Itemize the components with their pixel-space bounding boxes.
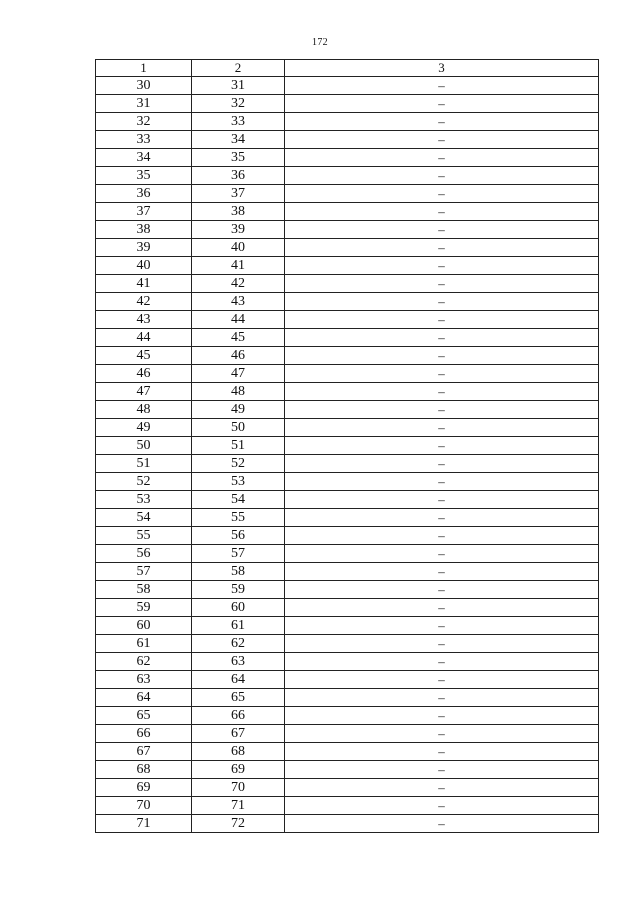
table-cell-col-3: – xyxy=(285,257,599,275)
table-cell-col-2: 49 xyxy=(192,401,285,419)
table-cell-col-2: 56 xyxy=(192,527,285,545)
table-cell-col-1: 47 xyxy=(96,383,192,401)
table-cell-col-2: 63 xyxy=(192,653,285,671)
table-cell-col-2: 45 xyxy=(192,329,285,347)
table-cell-col-1: 35 xyxy=(96,167,192,185)
table-cell-col-3: – xyxy=(285,653,599,671)
table-cell-col-3: – xyxy=(285,815,599,833)
table-row xyxy=(96,797,599,815)
table-cell-col-3: – xyxy=(285,563,599,581)
page-number: 172 xyxy=(312,37,328,48)
table-cell-col-1: 48 xyxy=(96,401,192,419)
table-row xyxy=(96,113,599,131)
table-cell-col-1: 63 xyxy=(96,671,192,689)
table-cell-col-3: – xyxy=(285,797,599,815)
table-cell-col-2: 59 xyxy=(192,581,285,599)
table-cell-col-3: – xyxy=(285,293,599,311)
table-row xyxy=(96,779,599,797)
table-cell-col-2: 65 xyxy=(192,689,285,707)
table-cell-col-1: 56 xyxy=(96,545,192,563)
table-cell-col-3: – xyxy=(285,419,599,437)
table-row xyxy=(96,149,599,167)
table-cell-col-2: 46 xyxy=(192,347,285,365)
table-cell-col-3: – xyxy=(285,635,599,653)
table-cell-col-1: 30 xyxy=(96,77,192,95)
table-cell-col-2: 66 xyxy=(192,707,285,725)
table-cell-col-3: – xyxy=(285,113,599,131)
table-row xyxy=(96,635,599,653)
table-cell-col-3: – xyxy=(285,527,599,545)
table-cell-col-2: 48 xyxy=(192,383,285,401)
table-cell-col-1: 52 xyxy=(96,473,192,491)
table-row xyxy=(96,815,599,833)
table-cell-col-3: – xyxy=(285,131,599,149)
table-row xyxy=(96,473,599,491)
table-cell-col-2: 69 xyxy=(192,761,285,779)
table-row xyxy=(96,347,599,365)
table-cell-col-2: 36 xyxy=(192,167,285,185)
table-row xyxy=(96,761,599,779)
table-cell-col-3: – xyxy=(285,581,599,599)
table-cell-col-1: 36 xyxy=(96,185,192,203)
table-row xyxy=(96,365,599,383)
table-cell-col-1: 69 xyxy=(96,779,192,797)
table-cell-col-1: 33 xyxy=(96,131,192,149)
table-row xyxy=(96,509,599,527)
table-cell-col-2: 57 xyxy=(192,545,285,563)
table-cell-col-2: 52 xyxy=(192,455,285,473)
table-cell-col-3: – xyxy=(285,743,599,761)
table-cell-col-1: 49 xyxy=(96,419,192,437)
table-cell-col-3: – xyxy=(285,95,599,113)
table-cell-col-1: 53 xyxy=(96,491,192,509)
table-row xyxy=(96,401,599,419)
table-cell-col-1: 60 xyxy=(96,617,192,635)
table-row xyxy=(96,239,599,257)
table-row xyxy=(96,743,599,761)
table-cell-col-1: 38 xyxy=(96,221,192,239)
table-cell-col-2: 70 xyxy=(192,779,285,797)
table-cell-col-2: 62 xyxy=(192,635,285,653)
table-row xyxy=(96,203,599,221)
table-row xyxy=(96,563,599,581)
table-cell-col-2: 58 xyxy=(192,563,285,581)
column-header-1: 1 xyxy=(96,60,192,77)
table-row xyxy=(96,293,599,311)
table-cell-col-2: 41 xyxy=(192,257,285,275)
table-body xyxy=(96,77,599,833)
table-cell-col-2: 51 xyxy=(192,437,285,455)
table-cell-col-3: – xyxy=(285,725,599,743)
table-cell-col-2: 38 xyxy=(192,203,285,221)
table-cell-col-3: – xyxy=(285,545,599,563)
table-cell-col-2: 42 xyxy=(192,275,285,293)
table-cell-col-1: 51 xyxy=(96,455,192,473)
table-cell-col-3: – xyxy=(285,779,599,797)
table-row xyxy=(96,491,599,509)
table-cell-col-2: 35 xyxy=(192,149,285,167)
table-cell-col-2: 50 xyxy=(192,419,285,437)
table-cell-col-3: – xyxy=(285,275,599,293)
table-cell-col-3: – xyxy=(285,347,599,365)
column-header-2: 2 xyxy=(192,60,285,77)
table-cell-col-3: – xyxy=(285,185,599,203)
table-row xyxy=(96,131,599,149)
table-cell-col-3: – xyxy=(285,383,599,401)
table-cell-col-3: – xyxy=(285,455,599,473)
table-row xyxy=(96,671,599,689)
table-row xyxy=(96,581,599,599)
table-row xyxy=(96,725,599,743)
table-row xyxy=(96,275,599,293)
table-cell-col-2: 71 xyxy=(192,797,285,815)
table-cell-col-2: 47 xyxy=(192,365,285,383)
table-cell-col-1: 58 xyxy=(96,581,192,599)
table-cell-col-3: – xyxy=(285,203,599,221)
table-cell-col-1: 61 xyxy=(96,635,192,653)
table-row xyxy=(96,77,599,95)
table-cell-col-1: 64 xyxy=(96,689,192,707)
table-cell-col-1: 66 xyxy=(96,725,192,743)
table-cell-col-3: – xyxy=(285,239,599,257)
table-row xyxy=(96,527,599,545)
table-row xyxy=(96,185,599,203)
table-cell-col-2: 60 xyxy=(192,599,285,617)
table-cell-col-3: – xyxy=(285,221,599,239)
table-row xyxy=(96,383,599,401)
table-cell-col-1: 46 xyxy=(96,365,192,383)
table-row xyxy=(96,437,599,455)
data-table xyxy=(95,59,599,833)
table-cell-col-1: 67 xyxy=(96,743,192,761)
table-cell-col-1: 31 xyxy=(96,95,192,113)
table-cell-col-2: 44 xyxy=(192,311,285,329)
table-cell-col-3: – xyxy=(285,329,599,347)
table-cell-col-1: 68 xyxy=(96,761,192,779)
table-cell-col-3: – xyxy=(285,707,599,725)
table-row xyxy=(96,329,599,347)
table-cell-col-3: – xyxy=(285,509,599,527)
table-cell-col-2: 37 xyxy=(192,185,285,203)
table-cell-col-2: 64 xyxy=(192,671,285,689)
table-row xyxy=(96,167,599,185)
table-cell-col-2: 33 xyxy=(192,113,285,131)
table-row xyxy=(96,221,599,239)
table-cell-col-3: – xyxy=(285,491,599,509)
table-cell-col-3: – xyxy=(285,365,599,383)
table-row xyxy=(96,95,599,113)
table-cell-col-2: 40 xyxy=(192,239,285,257)
table-cell-col-1: 45 xyxy=(96,347,192,365)
table-cell-col-3: – xyxy=(285,761,599,779)
table-cell-col-1: 39 xyxy=(96,239,192,257)
table-cell-col-2: 39 xyxy=(192,221,285,239)
table-row xyxy=(96,689,599,707)
table-cell-col-1: 57 xyxy=(96,563,192,581)
table-cell-col-3: – xyxy=(285,617,599,635)
table-cell-col-3: – xyxy=(285,167,599,185)
table-cell-col-1: 41 xyxy=(96,275,192,293)
table-row xyxy=(96,707,599,725)
table-header xyxy=(96,60,599,77)
table-cell-col-3: – xyxy=(285,689,599,707)
table-cell-col-1: 65 xyxy=(96,707,192,725)
table-cell-col-1: 71 xyxy=(96,815,192,833)
table-cell-col-1: 50 xyxy=(96,437,192,455)
table-cell-col-3: – xyxy=(285,473,599,491)
table-row xyxy=(96,545,599,563)
table-cell-col-1: 55 xyxy=(96,527,192,545)
table-row xyxy=(96,311,599,329)
table-cell-col-2: 61 xyxy=(192,617,285,635)
table-cell-col-1: 62 xyxy=(96,653,192,671)
table-cell-col-1: 59 xyxy=(96,599,192,617)
table-row xyxy=(96,617,599,635)
table-cell-col-2: 55 xyxy=(192,509,285,527)
table-cell-col-3: – xyxy=(285,599,599,617)
table-cell-col-1: 32 xyxy=(96,113,192,131)
table-cell-col-1: 54 xyxy=(96,509,192,527)
table-cell-col-1: 44 xyxy=(96,329,192,347)
table-cell-col-2: 34 xyxy=(192,131,285,149)
table-cell-col-2: 31 xyxy=(192,77,285,95)
table-row xyxy=(96,257,599,275)
table-row xyxy=(96,653,599,671)
table-cell-col-2: 54 xyxy=(192,491,285,509)
table-cell-col-1: 40 xyxy=(96,257,192,275)
table-cell-col-1: 34 xyxy=(96,149,192,167)
table-cell-col-2: 67 xyxy=(192,725,285,743)
table-cell-col-3: – xyxy=(285,401,599,419)
table-row xyxy=(96,455,599,473)
table-cell-col-1: 43 xyxy=(96,311,192,329)
table-cell-col-2: 72 xyxy=(192,815,285,833)
table-cell-col-1: 37 xyxy=(96,203,192,221)
table-cell-col-2: 43 xyxy=(192,293,285,311)
table-cell-col-2: 53 xyxy=(192,473,285,491)
table-cell-col-3: – xyxy=(285,437,599,455)
table-cell-col-1: 42 xyxy=(96,293,192,311)
table-cell-col-1: 70 xyxy=(96,797,192,815)
table-row xyxy=(96,599,599,617)
table-cell-col-2: 68 xyxy=(192,743,285,761)
column-header-3: 3 xyxy=(285,60,599,77)
table-cell-col-3: – xyxy=(285,149,599,167)
table-row xyxy=(96,419,599,437)
table-cell-col-2: 32 xyxy=(192,95,285,113)
table-cell-col-3: – xyxy=(285,311,599,329)
table-cell-col-3: – xyxy=(285,77,599,95)
table-cell-col-3: – xyxy=(285,671,599,689)
header-row xyxy=(96,60,599,77)
